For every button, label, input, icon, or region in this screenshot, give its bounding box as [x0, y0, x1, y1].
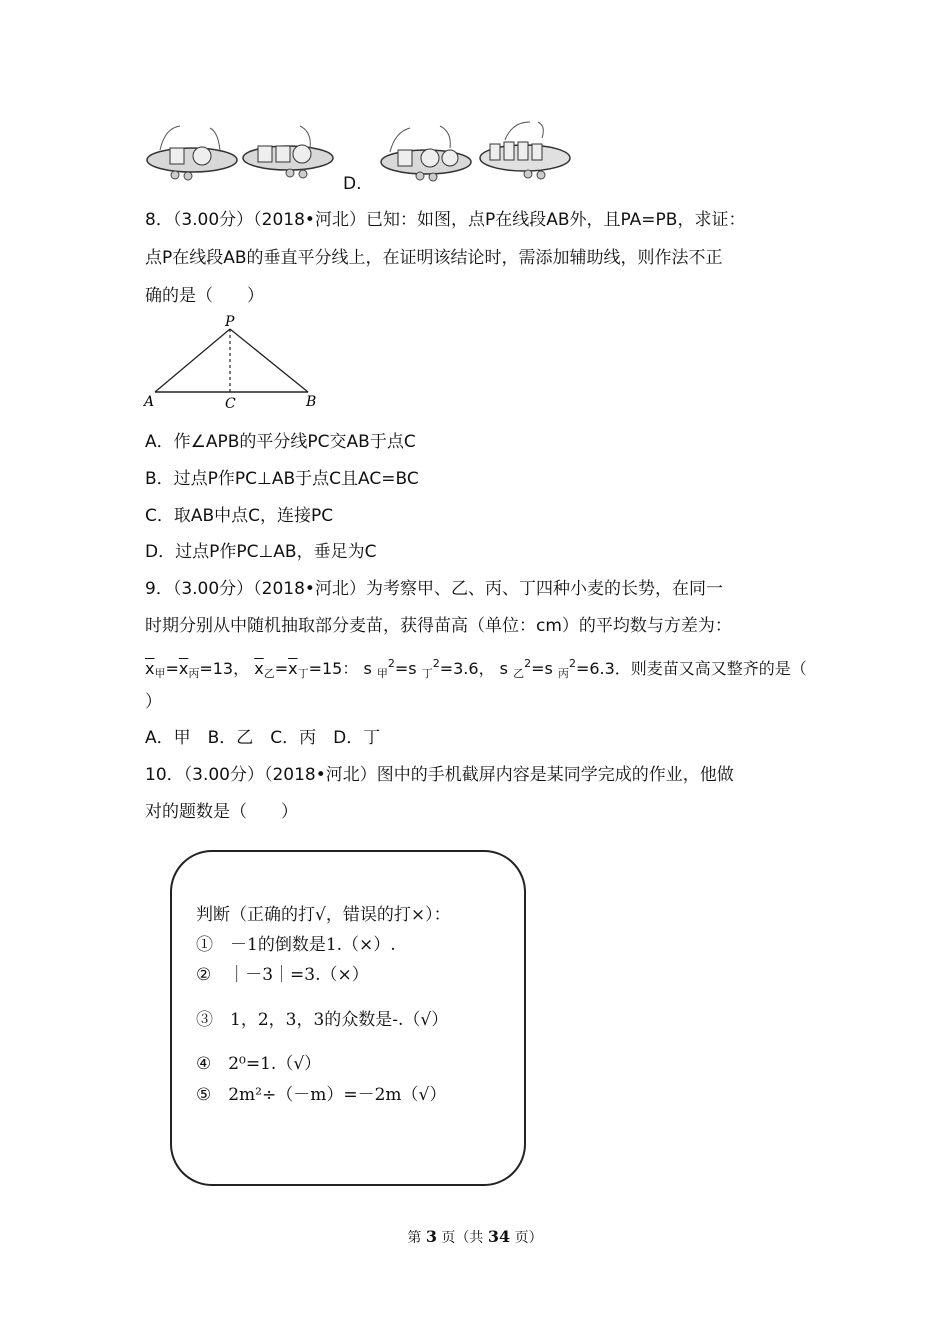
phone-line-instruction: 判断（正确的打√，错误的打×）： — [196, 905, 451, 925]
q8-option-c: C．取AB中点C，连接PC — [145, 506, 334, 526]
label-b: B — [306, 394, 317, 410]
balance-image-b — [243, 126, 333, 178]
q10-stem-line1: 10．（3.00分）（2018•河北）图中的手机截屏内容是某同学完成的作业，他做 — [145, 765, 734, 785]
q9-stem-line1: 9．（3.00分）（2018•河北）为考察甲、乙、丙、丁四种小麦的长势，在同一 — [145, 579, 723, 599]
q9-options: A．甲 B．乙 C．丙 D．丁 — [145, 728, 381, 748]
phone-line-4: ④ 2⁰=1.（√） — [196, 1054, 322, 1074]
q8-option-a: A．作∠APB的平分线PC交AB于点C — [145, 432, 416, 452]
balance-image-c — [381, 126, 471, 181]
q8-triangle-figure — [140, 312, 330, 412]
q8-option-b: B．过点P作PC⊥AB于点C且AC=BC — [145, 469, 419, 489]
segment-pa — [155, 329, 230, 392]
q9-formula-line: $\overline{x}_甲=\overline{x}_丙=13$， $\overline{x}_乙=\overline{x}_丁=15$： s $_甲^2$=s $_丁^2$=3.6， s $_乙^2$=s $_丙^2$=6.3．则麦苗又高又整齐的是（ — [145, 657, 807, 680]
phone-line-3: ③ 1，2，3，3的众数是-.（√） — [196, 1010, 449, 1030]
phone-line-2: ② ｜－3｜=3.（×） — [196, 965, 369, 985]
total-page-count: 34 — [487, 1227, 511, 1246]
label-p: P — [225, 314, 235, 330]
q10-stem-line2: 对的题数是（ ） — [145, 802, 298, 822]
q8-stem-line1: 8．（3.00分）（2018•河北）已知：如图，点P在线段AB外，且PA=PB，求证： — [145, 210, 746, 230]
phone-screenshot-frame — [170, 850, 526, 1186]
q7-option-images — [140, 118, 590, 193]
segment-pb — [230, 329, 308, 392]
label-a: A — [144, 394, 155, 410]
balance-image-d — [480, 122, 570, 179]
q8-stem-line2: 点P在线段AB的垂直平分线上，在证明该结论时，需添加辅助线，则作法不正 — [145, 248, 723, 268]
q9-stem-line2: 时期分别从中随机抽取部分麦苗，获得苗高（单位：cm）的平均数与方差为： — [145, 616, 732, 636]
balance-image-a — [147, 126, 237, 180]
phone-line-1: ① －1的倒数是1.（×）. — [196, 935, 396, 955]
q9-stem-line4: ） — [145, 692, 162, 712]
q8-option-d: D．过点P作PC⊥AB，垂足为C — [145, 542, 377, 562]
q7-option-d-label: D. — [343, 174, 362, 194]
label-c: C — [225, 396, 236, 412]
q8-stem-line3: 确的是（ ） — [145, 286, 264, 306]
current-page-number: 3 — [425, 1227, 437, 1246]
phone-line-5: ⑤ 2m²÷（－m）=－2m（√） — [196, 1085, 447, 1105]
page-footer: 第 3 页（共 34 页） — [407, 1227, 543, 1246]
